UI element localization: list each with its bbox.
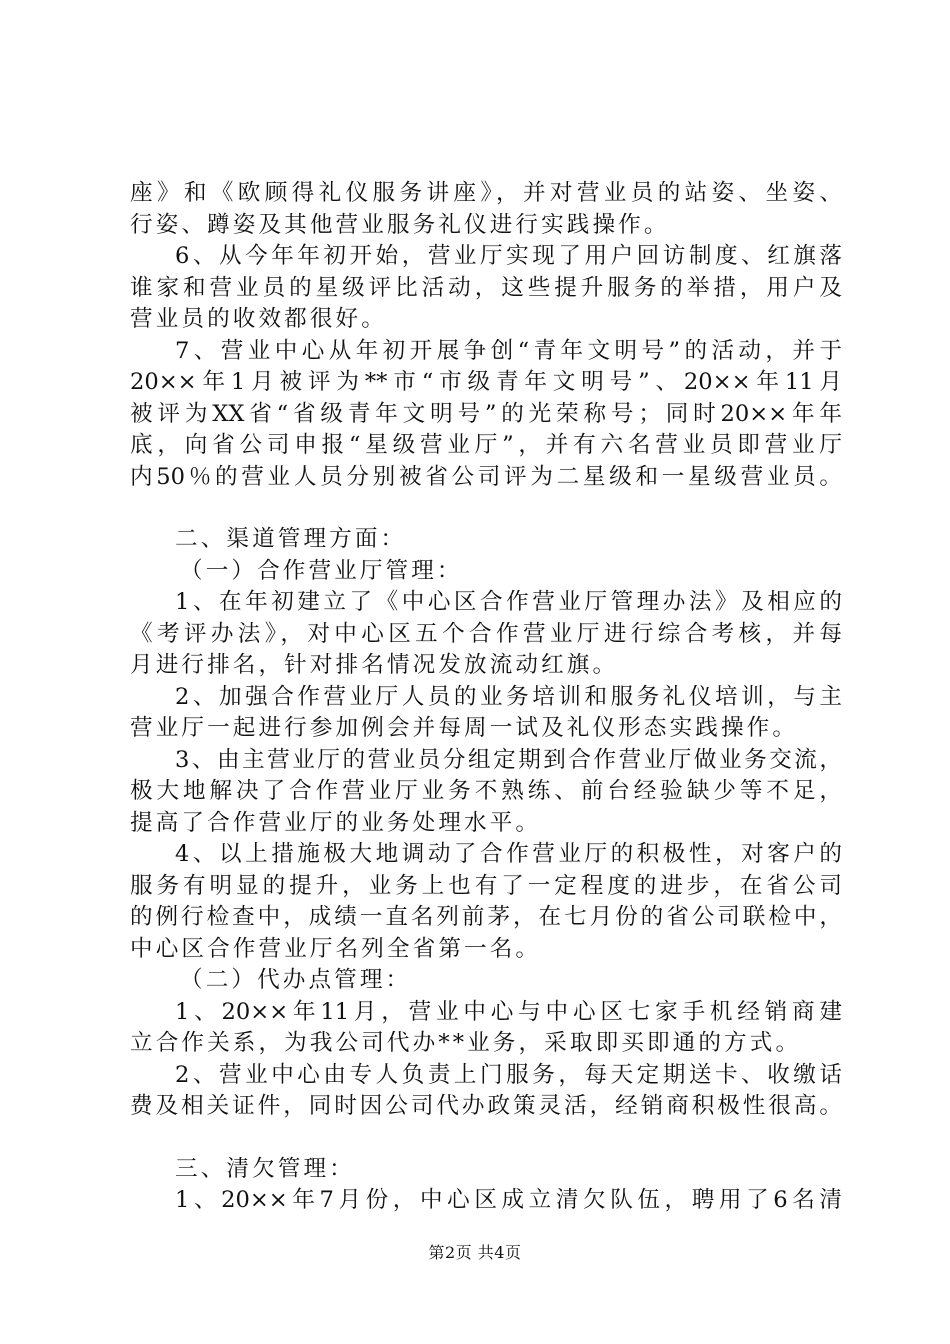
text-line: 6、从今年年初开始，营业厅实现了用户回访制度、红旗落: [175, 243, 842, 269]
paragraph-item-7: [130, 336, 842, 494]
text-line: 提高了合作营业厅的业务处理水平。: [130, 809, 542, 836]
blank-line: [130, 493, 842, 524]
text-line: 服务有明显的提升，业务上也有了一定程度的进步，在省公司: [130, 872, 842, 899]
paragraph-channel-3: [130, 745, 842, 840]
paragraph-channel-4: [130, 839, 842, 965]
text-line: 2、加强合作营业厅人员的业务培训和服务礼仪培训，与主: [175, 683, 842, 710]
text-line: 1、20××年11月，营业中心与中心区七家手机经销商建: [175, 998, 842, 1025]
text-line: 费及相关证件，同时因公司代办政策灵活，经销商积极性很高。: [130, 1093, 842, 1119]
text-line: 谁家和营业员的星级评比活动，这些提升服务的举措，用户及: [130, 274, 842, 301]
text-line: 4、以上措施极大地调动了合作营业厅的积极性，对客户的: [175, 841, 842, 867]
text-line: 营业厅一起进行参加例会并每周一试及礼仪形态实践操作。: [130, 715, 799, 741]
page-number-label: 第2页 共4页: [428, 1243, 522, 1262]
paragraph-channel-1: [130, 587, 842, 682]
document-body: [130, 178, 842, 1217]
text-line: 极大地解决了合作营业厅业务不熟练、前台经验缺少等不足，: [130, 778, 842, 804]
paragraph-agency-1: [130, 997, 842, 1060]
text-line: 1、20××年7月份，中心区成立清欠队伍，聘用了6名清: [175, 1187, 842, 1213]
text-line: 被评为XX省“省级青年文明号”的光荣称号；同时20××年年: [130, 400, 842, 427]
subsection-heading-agency: （二）代办点管理：: [180, 967, 412, 993]
text-line: 3、由主营业厅的营业员分组定期到合作营业厅做业务交流，: [175, 746, 842, 773]
blank-line: [130, 1123, 842, 1154]
section-heading-arrears: 三、清欠管理：: [175, 1155, 355, 1182]
page-footer: [0, 1243, 950, 1263]
text-line: 《考评办法》，对中心区五个合作营业厅进行综合考核，并每: [130, 620, 842, 647]
subsection-heading-partner-halls: （一）合作营业厅管理：: [180, 557, 463, 584]
text-line: 营业员的收效都很好。: [130, 306, 387, 332]
text-line: 内50％的营业人员分别被省公司评为二星级和一星级营业员。: [130, 463, 842, 490]
section-heading-channel: 二、渠道管理方面：: [175, 526, 407, 552]
text-line: 7、营业中心从年初开展争创“青年文明号”的活动，并于: [175, 337, 842, 364]
text-line: 1、在年初建立了《中心区合作营业厅管理办法》及相应的: [175, 589, 842, 615]
text-line: 的例行检查中，成绩一直名列前茅，在七月份的省公司联检中，: [130, 904, 842, 930]
paragraph-item-6: [130, 241, 842, 336]
paragraph-agency-2: [130, 1060, 842, 1123]
text-line: 中心区合作营业厅名列全省第一名。: [130, 935, 542, 962]
paragraph-channel-2: [130, 682, 842, 745]
text-line: 月进行排名，针对排名情况发放流动红旗。: [130, 652, 619, 678]
text-line: 行姿、蹲姿及其他营业服务礼仪进行实践操作。: [130, 211, 670, 238]
text-line: 底，向省公司申报“星级营业厅”，并有六名营业员即营业厅: [130, 432, 842, 458]
text-line: 20××年1月被评为**市“市级青年文明号”、20××年11月: [130, 369, 842, 395]
text-line: 立合作关系，为我公司代办**业务，采取即买即通的方式。: [130, 1030, 802, 1056]
paragraph-training: [130, 178, 842, 241]
text-line: 座》和《欧顾得礼仪服务讲座》，并对营业员的站姿、坐姿、: [130, 180, 842, 206]
paragraph-arrears-1: [130, 1185, 842, 1217]
text-line: 2、营业中心由专人负责上门服务，每天定期送卡、收缴话: [175, 1061, 842, 1088]
